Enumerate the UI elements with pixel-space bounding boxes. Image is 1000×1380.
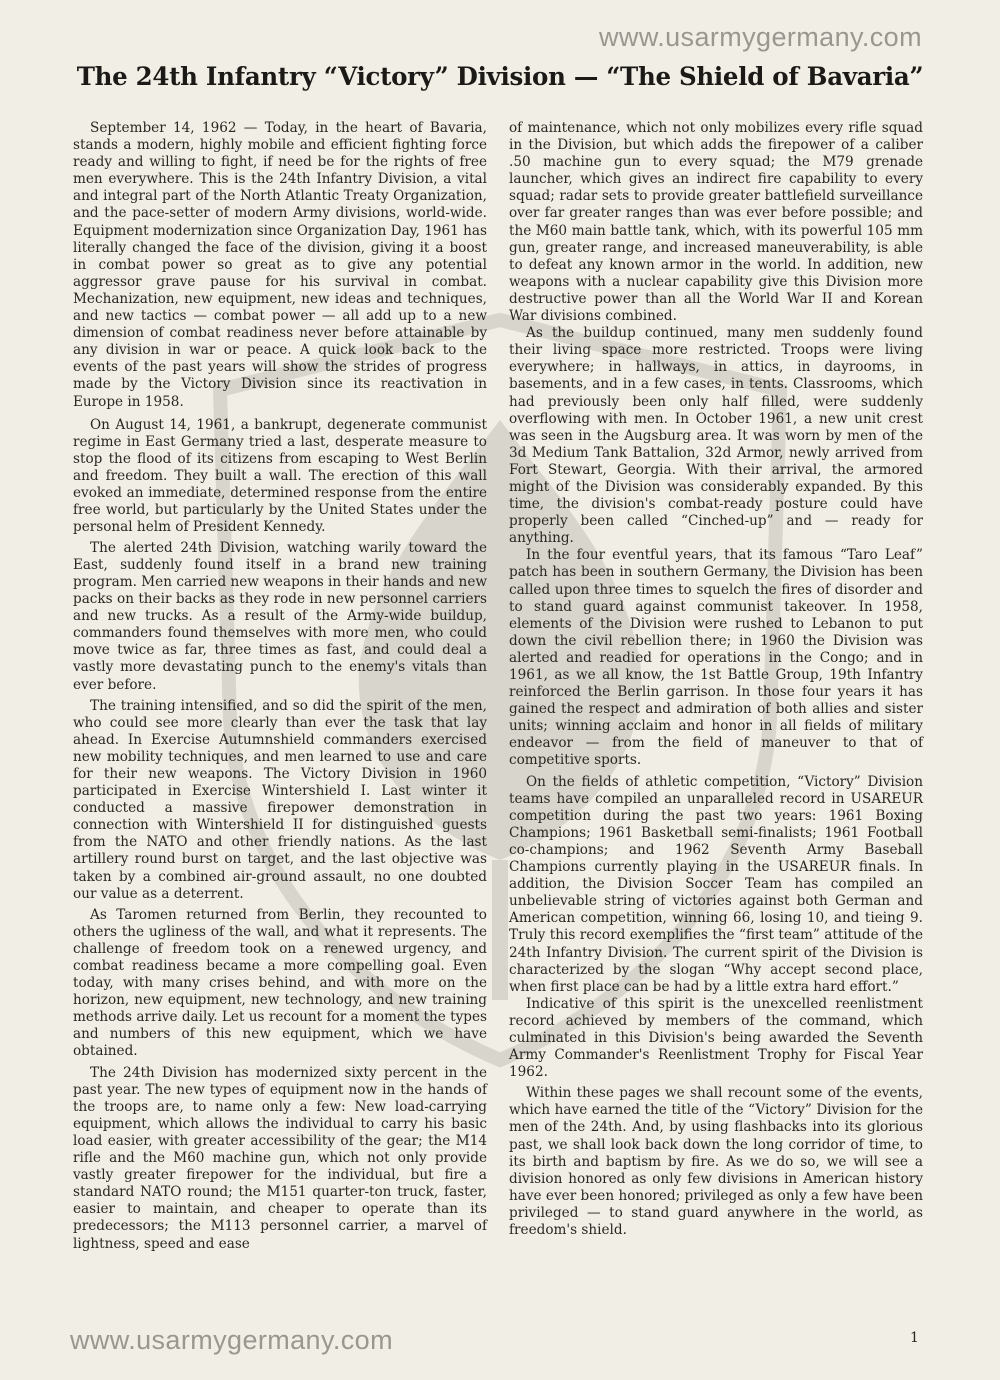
page-number: 1 — [910, 1330, 919, 1346]
paragraph: As Taromen returned from Berlin, they recounted to others the ugliness of the wall, and what it represents. The challenge of freedom took on a renewed urgency, and combat readiness became a more compelling goal. Even today, with many crises behind, and with more on the horizon, new equipment, new technology, and new training methods arrive daily. Let us recount for a moment the types and numbers of this new equipment, which we have obtained. — [73, 906, 487, 1060]
page-title: The 24th Infantry “Victory” Division — “The Shield of Bavaria” — [76, 62, 924, 92]
article-column-right — [509, 120, 923, 1239]
watermark-top: www.usarmygermany.com — [599, 22, 922, 52]
paragraph: The alerted 24th Division, watching warily toward the East, suddenly found itself in a brand new training program. Men carried new weapons in their hands and new packs on their backs as they rode in new personnel carriers and new trucks. As a result of the Army-wide buildup, commanders found themselves with more men, who could move twice as far, three times as fast, and could deal a vastly more devastating punch to the enemy's vitals than ever before. — [73, 539, 487, 693]
paragraph: of maintenance, which not only mobilizes every rifle squad in the Division, but which adds the firepower of a caliber .50 machine gun to every squad; the M79 grenade launcher, which gives an indirect fire capability to every squad; radar sets to provide greater battlefield surveillance over far greater ranges than was ever before possible; and the M60 main battle tank, which, with its powerful 105 mm gun, greater range, and increased maneuverability, is able to defeat any known armor in the world. In addition, new weapons with a nuclear capability give this Division more destructive power than all the World War II and Korean War divisions combined. — [509, 120, 923, 325]
paragraph: The training intensified, and so did the spirit of the men, who could see more clearly than ever the task that lay ahead. In Exercise Autumnshield commanders exercised new mobility techniques, and men learned to use and care for their new weapons. The Victory Division in 1960 participated in Exercise Wintershield I. Last winter it conducted a massive firepower demonstration in connection with Wintershield II for distinguished guests from the NATO and other friendly nations. As the last artillery round burst on target, and the last objective was taken by a combined air-ground assault, no one doubted our value as a deterrent. — [73, 697, 487, 902]
paragraph: September 14, 1962 — Today, in the heart of Bavaria, stands a modern, highly mobile and efficient fighting force ready and willing to fight, if need be for the rights of free men everywhere. This is the 24th Infantry Division, a vital and integral part of the North Atlantic Treaty Organization, and the pace-setter of modern Army divisions, world-wide. Equipment modernization since Organization Day, 1961 has literally changed the face of the division, giving it a boost in combat power so great as to give any potential aggressor grave pause for his survival in combat. Mechanization, new equipment, new ideas and techniques, and new tactics — combat power — all add up to a new dimension of combat readiness never before attainable by any division in war or peace. A quick look back to the events of the past years will show the strides of progress made by the Victory Division since its reactivation in Europe in 1958. — [73, 120, 487, 410]
article-column-left — [73, 120, 487, 1256]
watermark-bottom: www.usarmygermany.com — [70, 1325, 393, 1355]
paragraph: The 24th Division has modernized sixty percent in the past year. The new types of equipment now in the hands of the troops are, to name only a few: New load-carrying equipment, which allows the individual to carry his basic load easier, with greater accessibility of the gear; the M14 rifle and the M60 machine gun, which not only provide vastly greater firepower for the individual, but fire a standard NATO round; the M151 quarter-ton truck, faster, easier to maintain, and cheaper to operate than its predecessors; the M113 personnel carrier, a marvel of lightness, speed and ease — [73, 1064, 487, 1252]
paragraph: On August 14, 1961, a bankrupt, degenerate communist regime in East Germany tried a last, desperate measure to stop the flood of its citizens from escaping to West Berlin and freedom. They built a wall. The erection of this wall evoked an immediate, determined response from the entire free world, but particularly by the United States under the personal helm of President Kennedy. — [73, 416, 487, 536]
paragraph: In the four eventful years, that its famous “Taro Leaf” patch has been in southern Germany, the Division has been called upon three times to squelch the fires of disorder and to stand guard against communist takeover. In 1958, elements of the Division were rushed to Lebanon to put down the civil rebellion there; in 1960 the Division was alerted and readied for operations in the Congo; and in 1961, as we all know, the 1st Battle Group, 19th Infantry reinforced the Berlin garrison. In those four years it has gained the respect and admiration of both allies and sister units; winning acclaim and honor in all fields of military endeavor — from the field of maneuver to that of competitive sports. — [509, 547, 923, 769]
paragraph: On the fields of athletic competition, “Victory” Division teams have compiled an unparalleled record in USAREUR competition during the past two years: 1961 Boxing Champions; 1961 Basketball semi-finalists; 1961 Football co-champions; and 1962 Seventh Army Baseball Champions currently playing in the USAREUR finals. In addition, the Division Soccer Team has compiled an unbelievable string of victories against both German and American competition, winning 66, losing 10, and tieing 9. Truly this record exemplifies the “first team” attitude of the 24th Infantry Division. The current spirit of the Division is characterized by the slogan “Why accept second place, when first place can be had by a little extra hard effort.” — [509, 773, 923, 995]
paragraph: Indicative of this spirit is the unexcelled reenlistment record achieved by members of the command, which culminated in this Division's being awarded the Seventh Army Commander's Reenlistment Trophy for Fiscal Year 1962. — [509, 995, 923, 1081]
paragraph: Within these pages we shall recount some of the events, which have earned the title of the “Victory” Division for the men of the 24th. And, by using flashbacks into its glorious past, we shall look back down the long corridor of time, to its birth and baptism by fire. As we do so, we will see a division honored as only few divisions in American history have ever been honored; privileged as only a few have been privileged — to stand guard anywhere in the world, as freedom's shield. — [509, 1085, 923, 1238]
paragraph: As the buildup continued, many men suddenly found their living space more restricted. Troops were living everywhere; in hallways, in attics, in dayrooms, in basements, and in a few cases, in tents. Classrooms, which had previously been only half filled, were suddenly overflowing with men. In October 1961, a new unit crest was seen in the Augsburg area. It was worn by men of the 3d Medium Tank Battalion, 32d Armor, newly arrived from Fort Stewart, Georgia. With their arrival, the armored might of the Division was considerably expanded. By this time, the division's combat-ready posture could have properly been called “Cinched-up” and — ready for anything. — [509, 325, 923, 547]
